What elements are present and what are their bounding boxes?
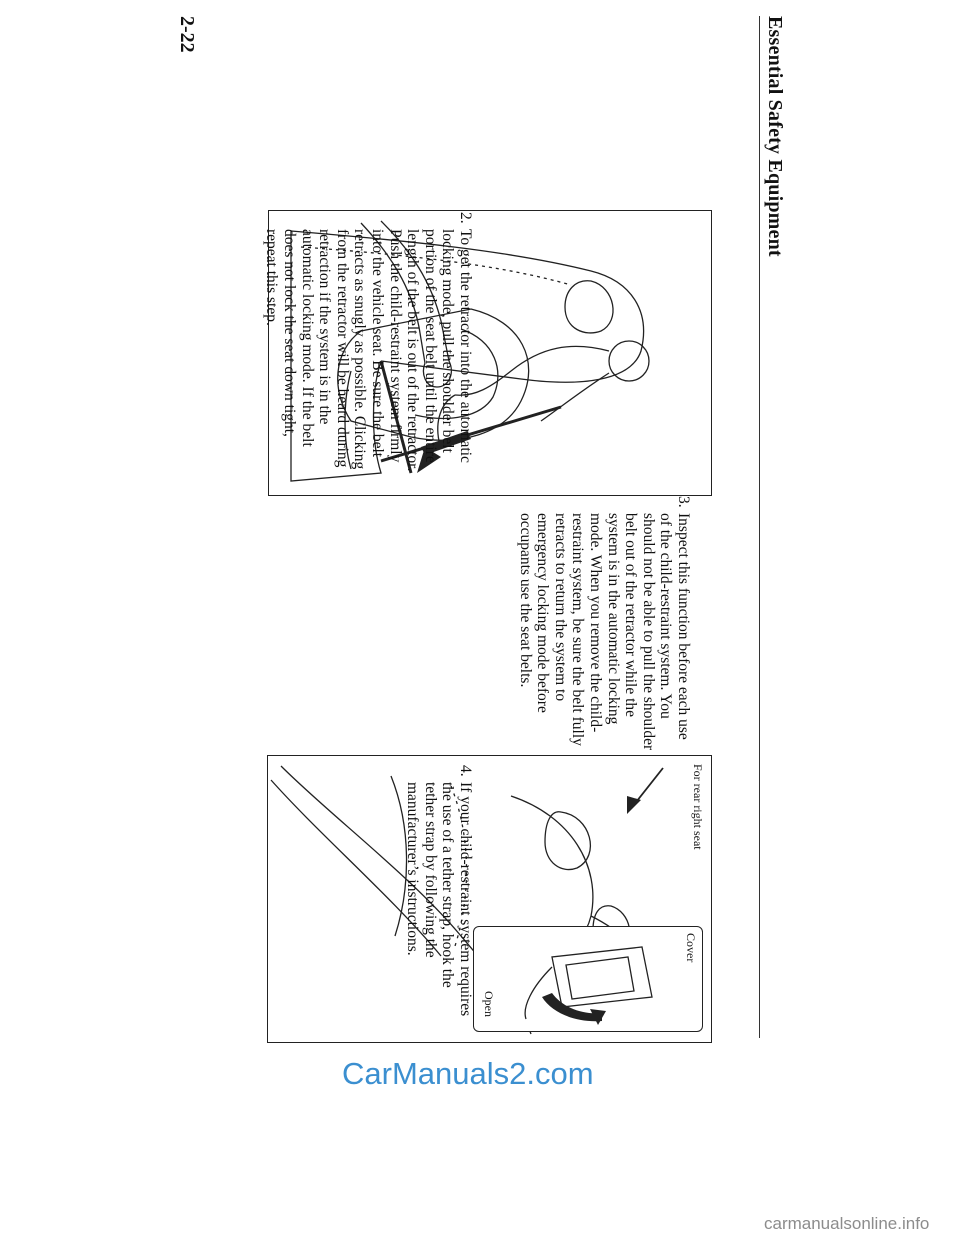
figure-caption: For rear right seat xyxy=(691,764,705,850)
header-rule xyxy=(759,16,760,1038)
callout-open: Open xyxy=(482,991,496,1017)
inset-detail-box xyxy=(473,926,703,1032)
page-number: 2-22 xyxy=(176,16,198,53)
watermark-carmanualsonline: carmanualsonline.info xyxy=(764,1214,930,1233)
watermark-carmanuals2: CarManuals2.com xyxy=(342,1056,594,1091)
step-4 xyxy=(404,765,474,1023)
step-2 xyxy=(263,212,474,474)
step-3 xyxy=(516,496,692,754)
step-text: Inspect this function before each use of the child-restraint system. You should not be able to pull the shoulder belt out of the retractor while the system is in the automatic locking mode. When you remove the child-restraint system, be sure the belt fully retracts to return the system to emergency locking mode before occupants use the seat belts. xyxy=(516,513,692,751)
step-text: If your child-restraint system requires the use of a tether strap, hook the tether strap by following the manufacturer’s instructions. xyxy=(404,782,474,1017)
figure-tether-anchor xyxy=(267,755,712,1043)
step-number: 2. xyxy=(457,212,474,224)
step-text: To get the retractor into the automatic locking mode, pull the shoulder belt portion of the seat belt until the entire length of the belt is out of the retractor. Push the child-restraint system firmly into the vehicle seat. Be sure the belt retracts as snugly as possible. Clicking from the retractor will be heard during retraction if the system is in the automatic locking mode. If the belt does not lock the seat down tight, repeat this step. xyxy=(263,229,474,472)
section-header: Essential Safety Equipment xyxy=(764,16,786,257)
step-number: 4. xyxy=(457,765,474,777)
step-number: 3. xyxy=(675,496,692,508)
callout-cover: Cover xyxy=(684,933,698,963)
anchor-cover-detail xyxy=(474,927,702,1031)
